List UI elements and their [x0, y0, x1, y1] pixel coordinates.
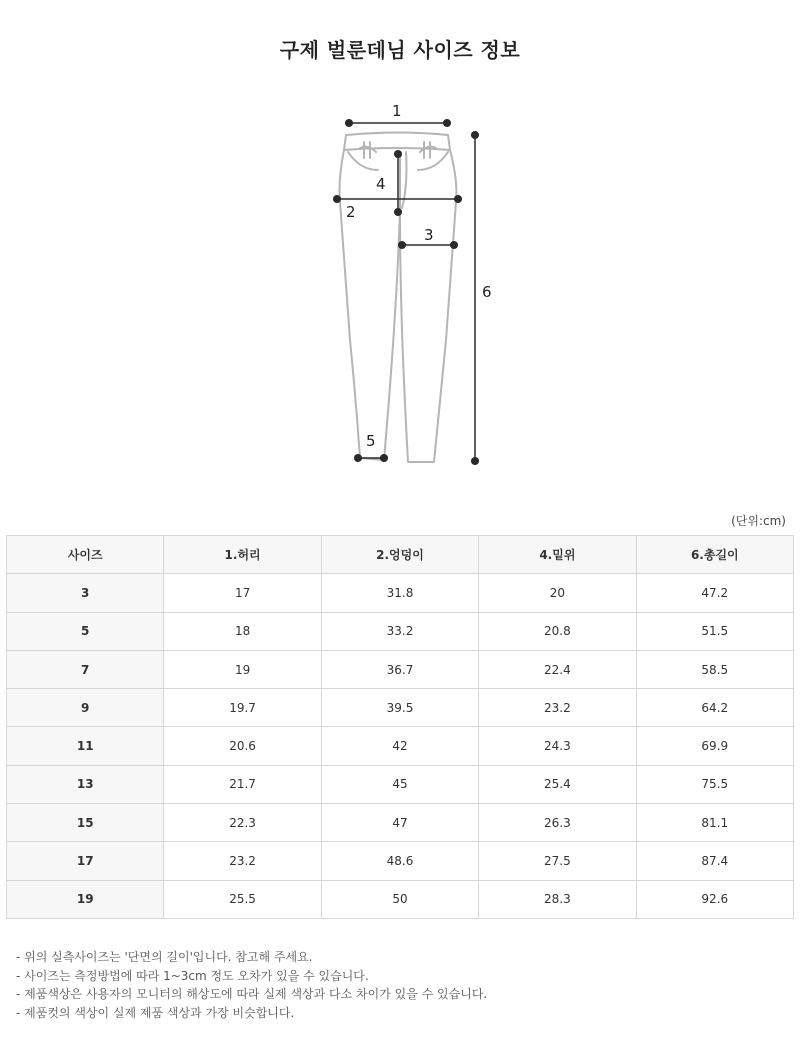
cell-size: 5: [7, 612, 164, 650]
cell-waist: 23.2: [164, 842, 321, 880]
cell-size: 9: [7, 689, 164, 727]
cell-length: 87.4: [636, 842, 793, 880]
table-row: [7, 804, 794, 842]
header-rise: 4.밑위: [479, 536, 636, 574]
cell-waist: 21.7: [164, 765, 321, 803]
cell-rise: 24.3: [479, 727, 636, 765]
cell-rise: 26.3: [479, 804, 636, 842]
label-hem: 5: [366, 432, 376, 450]
note-item: - 제품컷의 색상이 실제 제품 색상과 가장 비슷합니다.: [16, 1005, 295, 1020]
label-thigh: 3: [424, 226, 434, 244]
header-waist: 1.허리: [164, 536, 321, 574]
cell-size: 3: [7, 574, 164, 612]
cell-waist: 22.3: [164, 804, 321, 842]
label-hip: 2: [346, 203, 356, 221]
note-item: - 제품색상은 사용자의 모니터의 해상도에 따라 실제 색상과 다소 차이가 있을 수 있습니다.: [16, 987, 488, 1001]
cell-length: 92.6: [636, 880, 793, 918]
note-item: - 위의 실측사이즈는 '단면의 길이'입니다. 참고해 주세요.: [16, 950, 313, 964]
table-row: [7, 650, 794, 688]
table-row: [7, 880, 794, 918]
table-row: [7, 765, 794, 803]
cell-size: 11: [7, 727, 164, 765]
cell-size: 13: [7, 765, 164, 803]
pants-outline-illustration: [320, 90, 520, 480]
cell-hip: 33.2: [321, 612, 478, 650]
cell-length: 51.5: [636, 612, 793, 650]
label-rise: 4: [376, 175, 386, 193]
size-notes: [16, 948, 786, 1022]
cell-length: 81.1: [636, 804, 793, 842]
cell-rise: 20: [479, 574, 636, 612]
cell-waist: 17: [164, 574, 321, 612]
table-row: [7, 727, 794, 765]
cell-hip: 47: [321, 804, 478, 842]
cell-rise: 20.8: [479, 612, 636, 650]
cell-waist: 20.6: [164, 727, 321, 765]
cell-length: 47.2: [636, 574, 793, 612]
table-row: [7, 612, 794, 650]
note-item: - 사이즈는 측정방법에 따라 1~3cm 정도 오차가 있을 수 있습니다.: [16, 968, 369, 983]
cell-waist: 19: [164, 650, 321, 688]
cell-waist: 19.7: [164, 689, 321, 727]
label-waist: 1: [392, 102, 402, 120]
cell-waist: 25.5: [164, 880, 321, 918]
cell-hip: 42: [321, 727, 478, 765]
header-hip: 2.엉덩이: [321, 536, 478, 574]
header-size: 사이즈: [7, 536, 164, 574]
cell-size: 19: [7, 880, 164, 918]
cell-rise: 23.2: [479, 689, 636, 727]
size-table: [6, 535, 794, 919]
cell-hip: 36.7: [321, 650, 478, 688]
table-row: [7, 689, 794, 727]
cell-hip: 45: [321, 765, 478, 803]
cell-rise: 22.4: [479, 650, 636, 688]
cell-length: 64.2: [636, 689, 793, 727]
cell-waist: 18: [164, 612, 321, 650]
cell-rise: 25.4: [479, 765, 636, 803]
cell-length: 58.5: [636, 650, 793, 688]
cell-size: 15: [7, 804, 164, 842]
cell-rise: 28.3: [479, 880, 636, 918]
cell-size: 17: [7, 842, 164, 880]
unit-label: (단위:cm): [731, 514, 786, 528]
cell-rise: 27.5: [479, 842, 636, 880]
cell-hip: 39.5: [321, 689, 478, 727]
table-header-row: [7, 536, 794, 574]
table-row: [7, 842, 794, 880]
table-row: [7, 574, 794, 612]
pants-measurement-diagram: [320, 90, 520, 480]
label-length: 6: [482, 283, 492, 301]
cell-length: 75.5: [636, 765, 793, 803]
cell-hip: 50: [321, 880, 478, 918]
page-title: 구제 벌룬데님 사이즈 정보: [279, 38, 521, 62]
cell-hip: 48.6: [321, 842, 478, 880]
cell-hip: 31.8: [321, 574, 478, 612]
header-length: 6.총길이: [636, 536, 793, 574]
cell-size: 7: [7, 650, 164, 688]
cell-length: 69.9: [636, 727, 793, 765]
